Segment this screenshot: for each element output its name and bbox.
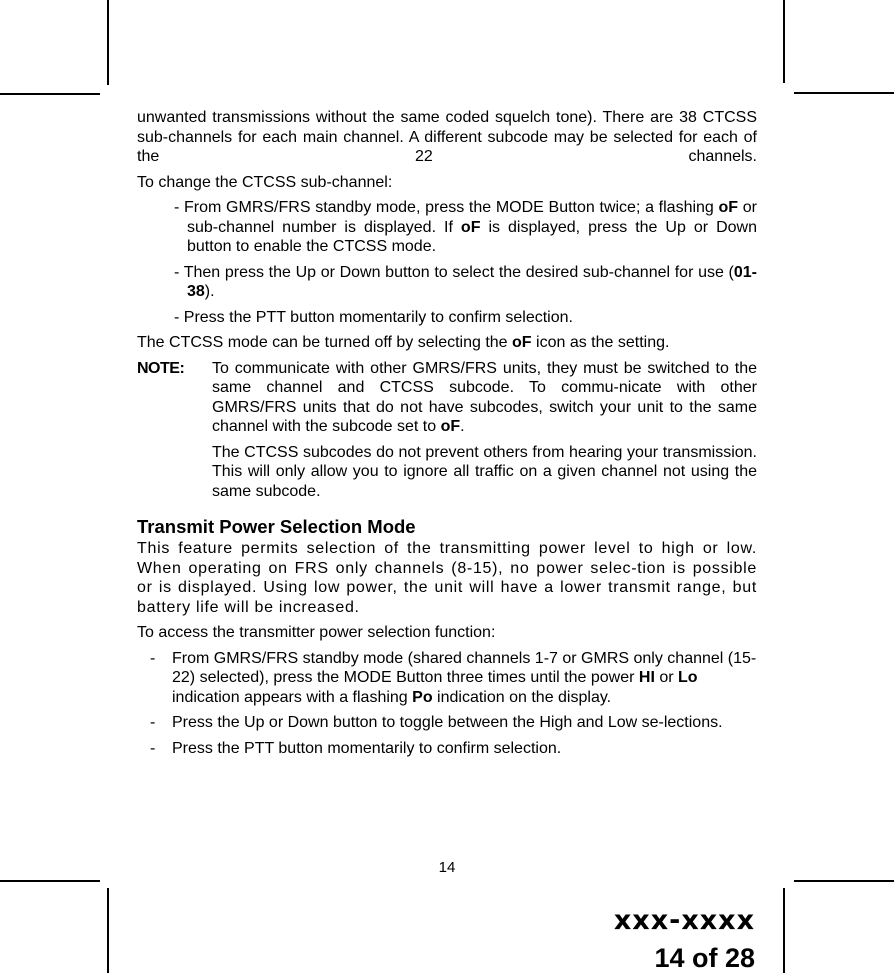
ctcss-step-3: - Press the PTT button momentarily to confirm selection. xyxy=(174,308,573,326)
bullet-dash: - xyxy=(150,739,156,757)
ctcss-step-1: - From GMRS/FRS standby mode, press the MODE Button twice; a flashing oF or sub-channel number is displayed. If oF is displayed, press the Up or Down button to enable the CTCSS mode. xyxy=(174,199,758,255)
note-block xyxy=(137,359,757,502)
crop-mark-top-right-vertical xyxy=(783,0,785,83)
crop-mark-top-left-vertical xyxy=(107,0,109,85)
ctcss-off-line: The CTCSS mode can be turned off by selecting the oF icon as the setting. xyxy=(137,334,670,351)
ctcss-step-2: - Then press the Up or Down button to select the desired sub-channel for use (01-38). xyxy=(174,263,757,300)
power-step-3: - Press the PTT button momentarily to confirm selection. xyxy=(150,739,562,757)
power-intro: To access the transmitter power selection function: xyxy=(137,624,496,641)
bullet-dash: - xyxy=(150,714,156,731)
note-paragraph-2: The CTCSS subcodes do not prevent others from hearing your transmission. This will only allow you to ignore all traffic on a given channel not using the same subcode. xyxy=(212,443,757,500)
page-count: 14 of 28 xyxy=(654,943,755,973)
note-paragraph-1: To communicate with other GMRS/FRS units, they must be switched to the same channel and CTCSS subcode. To commu-nicate with other GMRS/FRS units that do not have subcodes, switch your unit to the same channel with the subcode set to oF. xyxy=(212,359,757,435)
power-step-1: - From GMRS/FRS standby mode (shared channels 1-7 or GMRS only channel (15-22) selected), press the MODE Button three times until the power HI or Lo indication appears with a flashing Po indication on the display. xyxy=(150,649,757,706)
crop-mark-bottom-left-vertical xyxy=(107,888,109,973)
page-content xyxy=(137,108,757,758)
power-description: This feature permits selection of the transmitting power level to high or low. When operating on FRS only channels (8-15), no power selec-tion is possible or is displayed. Using low power, the unit will have a lower transmit range, but battery life will be increased. xyxy=(137,540,757,616)
document-code: xxx-xxxx xyxy=(613,905,755,936)
power-section-heading: Transmit Power Selection Mode xyxy=(137,516,416,537)
power-step-2: - Press the Up or Down button to toggle between the High and Low se-lections. xyxy=(150,714,723,731)
crop-mark-bottom-left-horizontal xyxy=(0,880,100,882)
note-label: NOTE: xyxy=(137,359,185,377)
crop-mark-top-right-horizontal xyxy=(794,92,894,94)
crop-mark-bottom-right-horizontal xyxy=(794,880,894,882)
page-number: 14 xyxy=(438,859,456,876)
crop-mark-bottom-right-vertical xyxy=(783,888,785,973)
bullet-dash: - xyxy=(150,649,156,667)
ctcss-intro: To change the CTCSS sub-channel: xyxy=(137,173,393,191)
ctcss-continuation-paragraph: unwanted transmissions without the same coded squelch tone). There are 38 CTCSS sub-channels for each main channel. A different subcode may be selected for each of the 22 channels. xyxy=(137,109,757,165)
crop-mark-top-left-horizontal xyxy=(0,93,100,95)
